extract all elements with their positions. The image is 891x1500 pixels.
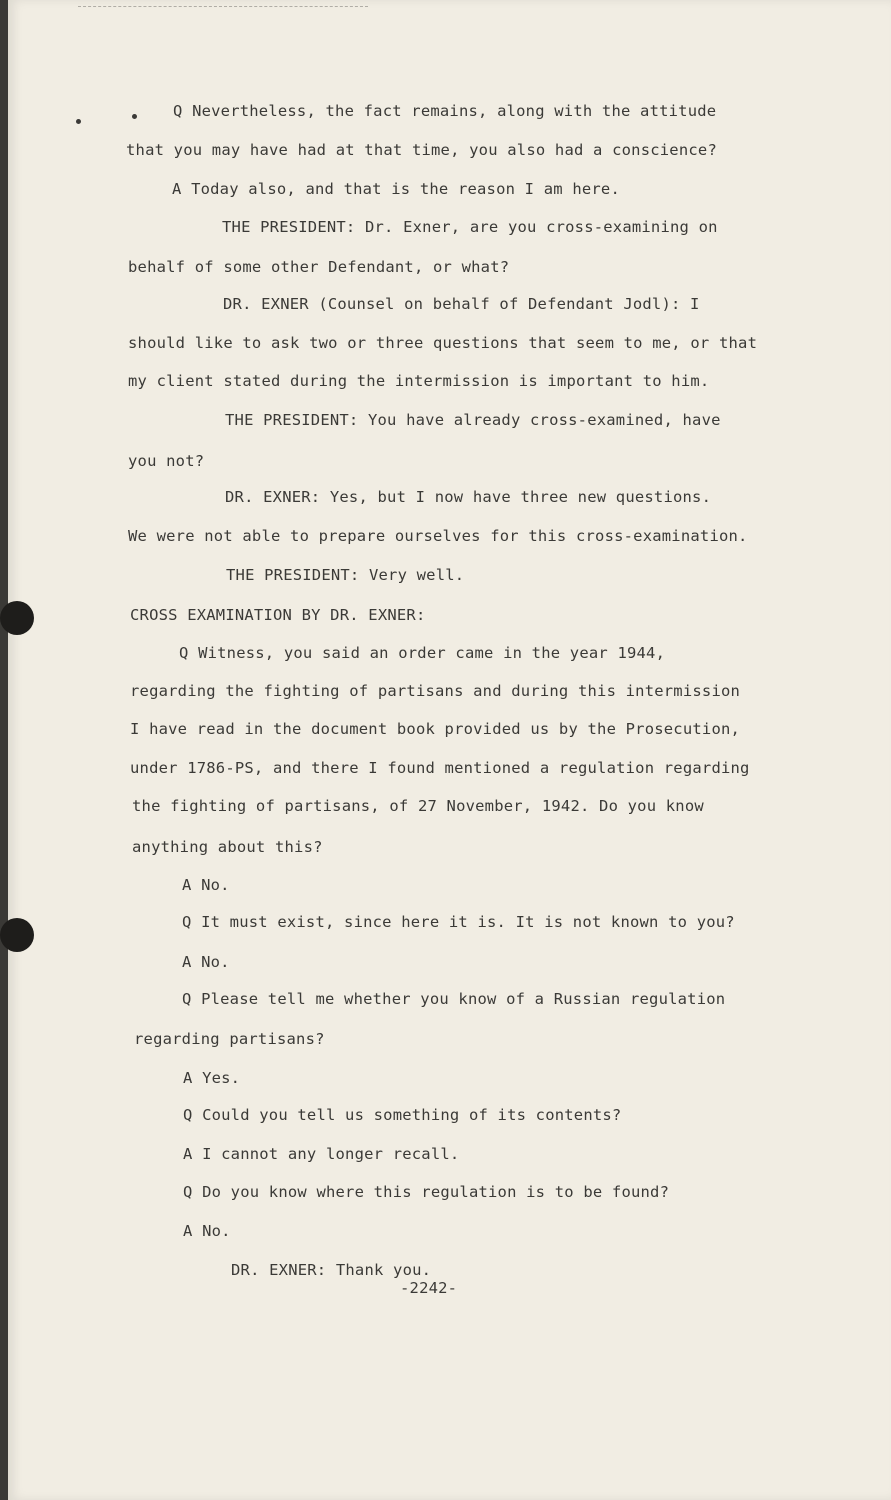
bullet-mark [132,114,137,119]
header-mark [78,0,368,7]
transcript-line: Q Do you know where this regulation is to be found? [183,1183,670,1201]
transcript-line: Q Please tell me whether you know of a Russian regulation [182,990,726,1008]
transcript-line: anything about this? [132,838,323,856]
transcript-line: THE PRESIDENT: You have already cross-examined, have [225,411,721,429]
transcript-line: you not? [128,452,205,470]
transcript-line: Q Witness, you said an order came in the year 1944, [179,644,666,662]
punch-hole [0,601,34,635]
transcript-line: DR. EXNER: Thank you. [231,1261,432,1279]
section-heading: CROSS EXAMINATION BY DR. EXNER: [130,606,426,624]
transcript-line: regarding partisans? [134,1030,325,1048]
transcript-line: DR. EXNER: Yes, but I now have three new questions. [225,488,712,506]
punch-hole [0,918,34,952]
transcript-line: A No. [182,953,230,971]
transcript-line: We were not able to prepare ourselves for this cross-examination. [128,527,748,545]
transcript-line: regarding the fighting of partisans and during this intermission [130,682,741,700]
transcript-line: my client stated during the intermission is important to him. [128,372,710,390]
transcript-line: under 1786-PS, and there I found mentioned a regulation regarding [130,759,750,777]
transcript-line: A Today also, and that is the reason I am here. [172,180,620,198]
transcript-line: behalf of some other Defendant, or what? [128,258,510,276]
bullet-mark [76,119,81,124]
transcript-line: THE PRESIDENT: Very well. [226,566,465,584]
transcript-line: A I cannot any longer recall. [183,1145,460,1163]
transcript-line: A No. [182,876,230,894]
page-number: -2242- [400,1279,458,1297]
transcript-line: THE PRESIDENT: Dr. Exner, are you cross-examining on [222,218,718,236]
transcript-line: that you may have had at that time, you also had a conscience? [126,141,717,159]
transcript-line: DR. EXNER (Counsel on behalf of Defendant Jodl): I [223,295,700,313]
transcript-line: the fighting of partisans, of 27 November, 1942. Do you know [132,797,704,815]
transcript-line: A No. [183,1222,231,1240]
transcript-line: I have read in the document book provided us by the Prosecution, [130,720,741,738]
transcript-line: A Yes. [183,1069,241,1087]
transcript-line: Q It must exist, since here it is. It is not known to you? [182,913,735,931]
transcript-line: should like to ask two or three questions that seem to me, or that [128,334,758,352]
transcript-line: Q Could you tell us something of its contents? [183,1106,622,1124]
document-page [8,0,891,1500]
transcript-line: Q Nevertheless, the fact remains, along with the attitude [173,102,717,120]
